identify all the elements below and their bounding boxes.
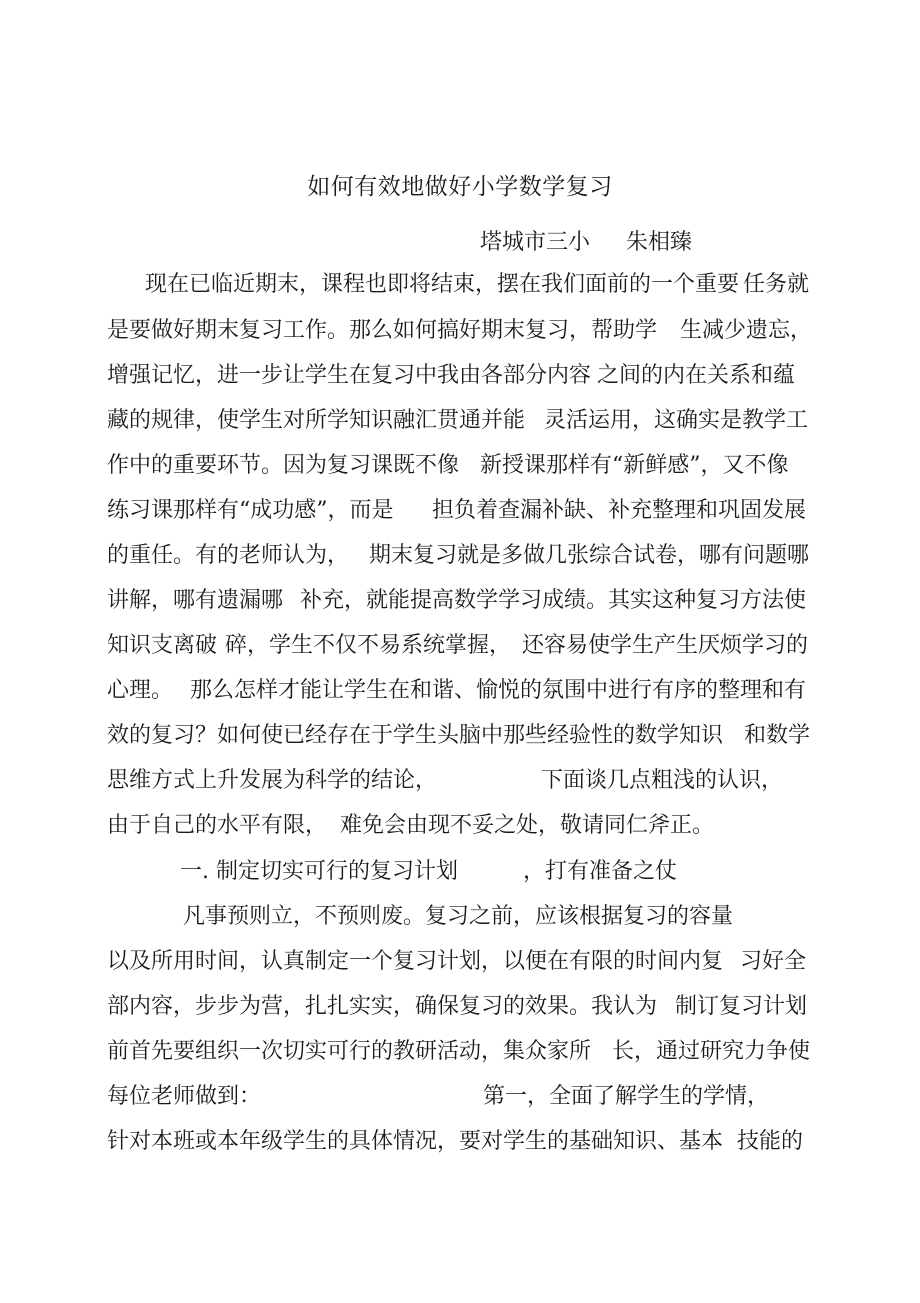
text-segment: 生减少遗忘， [680, 318, 813, 343]
text-segment: 碎，学生不仅不易系统掌握， [225, 633, 512, 658]
text-segment: 还容易使学生产生厌烦学习的 [522, 633, 809, 658]
text-segment: 效的复习？如何使已经存在于学生头脑中那些经验性的数学知识 [107, 723, 724, 748]
text-segment: 知识支离破 [107, 633, 218, 658]
text-segment: 心理。 [107, 678, 174, 703]
text-segment: 讲解，哪有遗漏哪 [107, 588, 284, 613]
text-segment: 藏的规律，使学生对所学知识融汇贯通并能 [107, 408, 526, 433]
text-segment: 习好全 [740, 949, 807, 974]
text-segment: 凡事预则立，不预则废。复习之前，应该根据复习的容量 [183, 904, 734, 929]
text-segment: 以及所用时间，认真制定一个复习计划，以便在有限的时间内复 [107, 949, 724, 974]
text-segment: 每位老师做到： [107, 1084, 262, 1109]
text-segment: 期末复习就是多做几张综合试卷，哪有问题哪 [369, 543, 810, 568]
text-segment: 技能的 [737, 1129, 804, 1154]
text-segment: ，打有准备之仗 [523, 859, 678, 884]
text-segment: 部内容，步步为营，扎扎实实，确保复习的效果。我认为 [107, 994, 658, 1019]
text-segment: 由于自己的水平有限， [107, 813, 328, 838]
text-segment: 担负着查漏补缺、补充整理和巩固发展 [432, 498, 807, 523]
text-segment: 是要做好期末复习工作。那么如何搞好期末复习，帮助学 [107, 318, 658, 343]
document-title: 如何有效地做好小学数学复习 [307, 174, 613, 200]
text-segment: 现在已临近期末，课程也即将结束，摆在我们面前的一个重要 [145, 272, 740, 297]
text-segment: 一. 制定切实可行的复习计划 [180, 859, 458, 884]
byline [480, 225, 692, 256]
text-segment: 作中的重要环节。因为复习课既不像 [107, 453, 460, 478]
text-segment: 之间的内在关系和蕴 [597, 363, 796, 388]
text-segment: 长，通过研究力争使 [612, 1039, 811, 1064]
text-segment: 难免会由现不妥之处，敬请同仁斧正。 [340, 813, 715, 838]
text-segment: 练习课那样有“成功感”，而是 [107, 498, 394, 523]
text-segment: 增强记忆，进一步让学生在复习中我由各部分内容 [107, 363, 592, 388]
text-segment: 那么怎样才能让学生在和谐、愉悦的氛围中进行有序的整理和有 [190, 678, 807, 703]
text-segment: 新授课那样有“新鲜感”，又不像 [480, 453, 789, 478]
text-segment: 前首先要组织一次切实可行的教研活动，集众家所 [107, 1039, 592, 1064]
author-name: 朱相臻 [626, 230, 693, 255]
text-segment: 第一，全面了解学生的学情， [483, 1084, 770, 1109]
text-segment: 的重任。有的老师认为， [107, 543, 350, 568]
text-segment: 制订复习计划 [675, 994, 808, 1019]
school-name: 塔城市三小 [480, 230, 591, 255]
text-segment: 针对本班或本年级学生的具体情况，要对学生的基础知识、基本 [107, 1129, 724, 1154]
text-segment: 任务就 [743, 272, 810, 297]
text-segment: 补充，就能提高数学学习成绩。其实这种复习方法使 [300, 588, 807, 613]
text-segment: 灵活运用，这确实是教学工 [544, 408, 809, 433]
text-segment: 思维方式上升发展为科学的结论， [107, 768, 438, 793]
text-segment: 和数学 [744, 723, 811, 748]
text-segment: 下面谈几点粗浅的认识， [541, 768, 784, 793]
